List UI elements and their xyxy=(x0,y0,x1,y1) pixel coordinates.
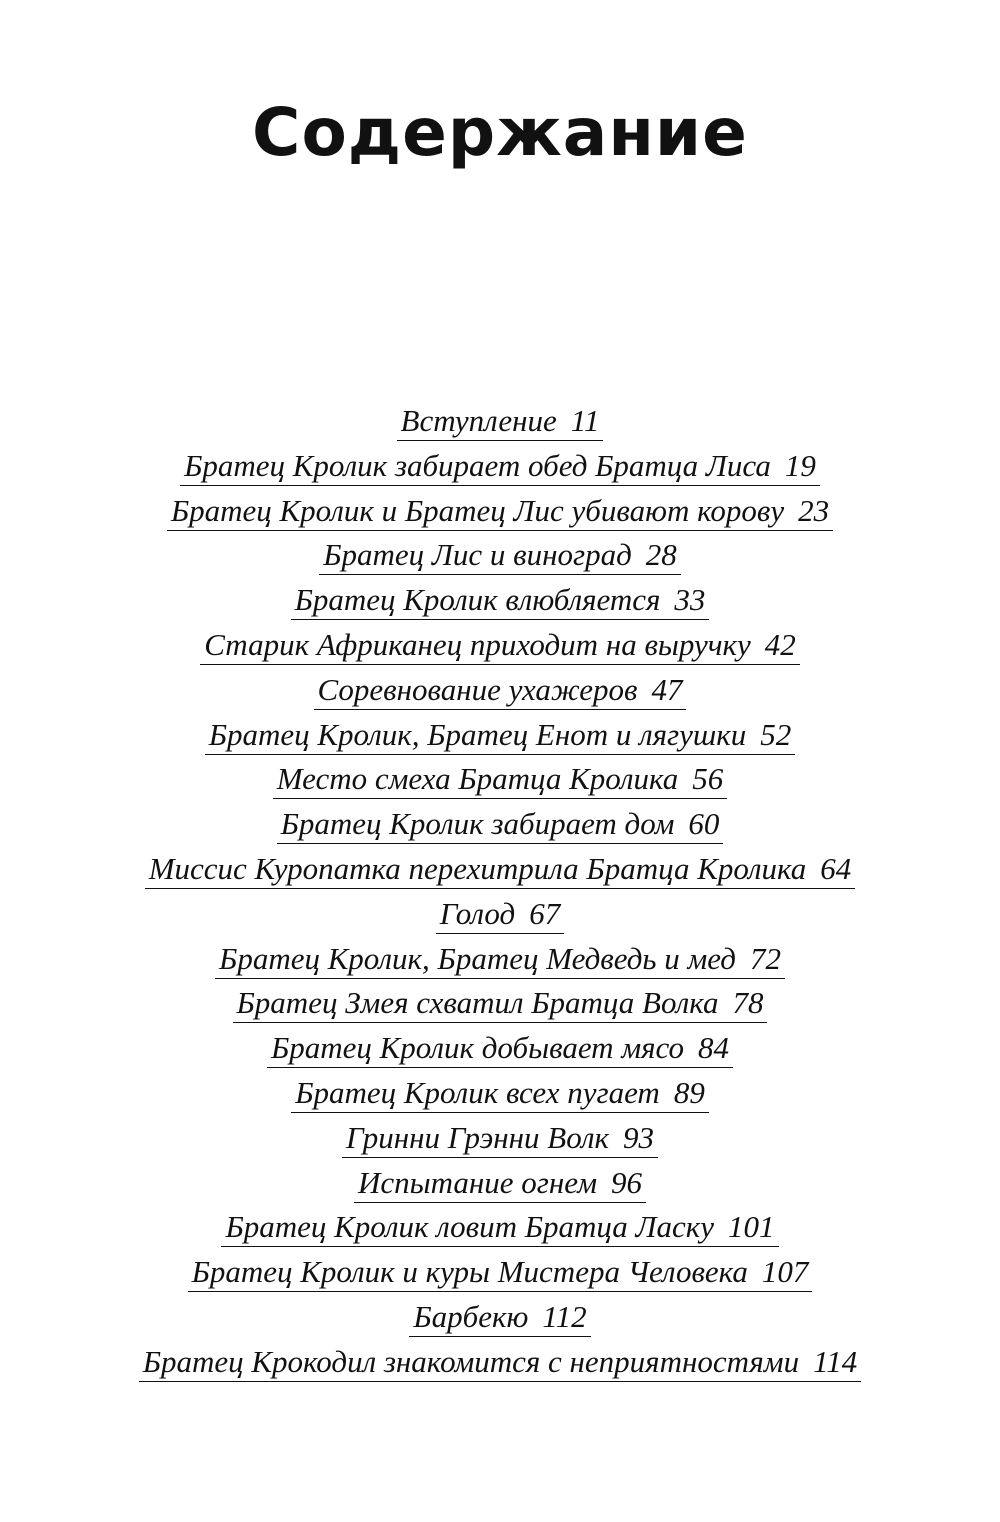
toc-entry-title: Гринни Грэнни Волк xyxy=(345,1119,609,1155)
toc-page-number: 56 xyxy=(692,761,724,797)
toc-page-number: 84 xyxy=(698,1030,730,1066)
toc-page-number: 114 xyxy=(813,1343,858,1379)
toc-link[interactable] xyxy=(291,1074,709,1113)
toc-page-number: 52 xyxy=(760,716,792,752)
toc-entry xyxy=(0,1029,1000,1074)
toc-entry-title: Братец Кролик ловит Братца Ласку xyxy=(225,1209,715,1245)
toc-entry-title: Братец Змея схватил Братца Волка xyxy=(236,985,719,1021)
toc-page-number: 11 xyxy=(570,403,600,438)
toc-entry-title: Соревнование ухажеров xyxy=(317,671,638,707)
toc-entry-title: Барбекю xyxy=(413,1298,529,1334)
toc-entry xyxy=(0,716,1000,761)
toc-entry-title: Миссис Куропатка перехитрила Братца Кролика xyxy=(148,850,807,886)
toc-link[interactable] xyxy=(319,536,681,575)
toc-link[interactable] xyxy=(145,850,856,889)
toc-page-number: 93 xyxy=(623,1119,654,1155)
toc-link[interactable] xyxy=(291,581,710,620)
toc-link[interactable] xyxy=(277,805,724,844)
toc-entry-title: Место смеха Братца Кролика xyxy=(276,761,679,797)
toc-page-number: 28 xyxy=(645,537,677,573)
toc-entry xyxy=(0,850,1000,895)
toc-page-number: 67 xyxy=(529,895,561,931)
toc-entry xyxy=(0,1074,1000,1119)
toc-entry xyxy=(0,1253,1000,1298)
toc-link[interactable] xyxy=(139,1343,862,1382)
toc-entry-title: Братец Кролик забирает обед Братца Лиса xyxy=(184,447,771,483)
toc-entry xyxy=(0,1164,1000,1209)
toc-page-number: 19 xyxy=(784,447,816,483)
toc-link[interactable] xyxy=(200,626,800,665)
toc-link[interactable] xyxy=(436,895,564,934)
toc-link[interactable] xyxy=(397,402,604,441)
toc-page-number: 23 xyxy=(798,492,830,528)
toc-page-number: 72 xyxy=(749,940,781,976)
toc-page-number: 33 xyxy=(674,582,706,618)
toc-entry xyxy=(0,940,1000,985)
toc-entry-title: Братец Лис и виноград xyxy=(323,537,632,573)
toc-entry-title: Братец Кролик забирает дом xyxy=(280,806,675,842)
toc-entry xyxy=(0,1208,1000,1253)
toc-entry xyxy=(0,1343,1000,1388)
toc-entry-title: Братец Кролик добывает мясо xyxy=(270,1030,685,1066)
toc-page-number: 107 xyxy=(761,1254,809,1290)
toc-entry-title: Братец Кролик и Братец Лис убивают корову xyxy=(170,492,785,528)
toc-entry-title: Испытание огнем xyxy=(357,1164,598,1200)
toc-entry-title: Братец Кролик, Братец Медведь и мед xyxy=(219,940,736,976)
toc-entry-title: Братец Кролик, Братец Енот и лягушки xyxy=(208,716,747,752)
toc-entry xyxy=(0,895,1000,940)
toc-entry-title: Голод xyxy=(439,895,516,931)
toc-link[interactable] xyxy=(188,1253,813,1292)
toc-page-number: 64 xyxy=(820,850,852,886)
toc-entry-title: Братец Крокодил знакомится с неприятностями xyxy=(142,1343,800,1379)
toc-entry xyxy=(0,581,1000,626)
toc-link[interactable] xyxy=(205,716,796,755)
toc-page-number: 89 xyxy=(673,1074,705,1110)
toc-page-number: 42 xyxy=(764,626,796,662)
toc-entry-title: Старик Африканец приходит на выручку xyxy=(204,626,751,662)
toc-page-number: 78 xyxy=(732,985,764,1021)
toc-link[interactable] xyxy=(342,1119,658,1158)
table-of-contents xyxy=(0,402,1000,1388)
toc-link[interactable] xyxy=(267,1029,733,1068)
toc-entry xyxy=(0,984,1000,1029)
toc-entry xyxy=(0,805,1000,850)
toc-entry xyxy=(0,447,1000,492)
toc-link[interactable] xyxy=(233,984,768,1023)
toc-page-number: 60 xyxy=(688,806,720,842)
toc-page-number: 112 xyxy=(542,1298,587,1334)
toc-link[interactable] xyxy=(167,492,833,531)
toc-entry xyxy=(0,1119,1000,1164)
toc-entry-title: Братец Кролик влюбляется xyxy=(294,582,661,618)
toc-entry-title: Вступление xyxy=(400,403,557,438)
toc-page-number: 96 xyxy=(611,1164,643,1200)
toc-entry xyxy=(0,492,1000,537)
toc-link[interactable] xyxy=(409,1298,590,1337)
page-title: Содержание xyxy=(252,94,748,171)
toc-page-number: 101 xyxy=(728,1209,775,1245)
toc-entry xyxy=(0,402,1000,447)
toc-entry xyxy=(0,760,1000,805)
toc-entry xyxy=(0,626,1000,671)
toc-entry xyxy=(0,671,1000,716)
toc-link[interactable] xyxy=(180,447,820,486)
toc-link[interactable] xyxy=(354,1164,646,1203)
toc-entry-title: Братец Кролик и куры Мистера Человека xyxy=(191,1254,748,1290)
toc-entry xyxy=(0,536,1000,581)
toc-page-number: 47 xyxy=(651,671,683,707)
toc-link[interactable] xyxy=(221,1208,778,1247)
toc-link[interactable] xyxy=(273,760,728,799)
toc-entry-title: Братец Кролик всех пугает xyxy=(295,1074,660,1110)
toc-link[interactable] xyxy=(314,671,687,710)
toc-entry xyxy=(0,1298,1000,1343)
toc-link[interactable] xyxy=(215,940,785,979)
